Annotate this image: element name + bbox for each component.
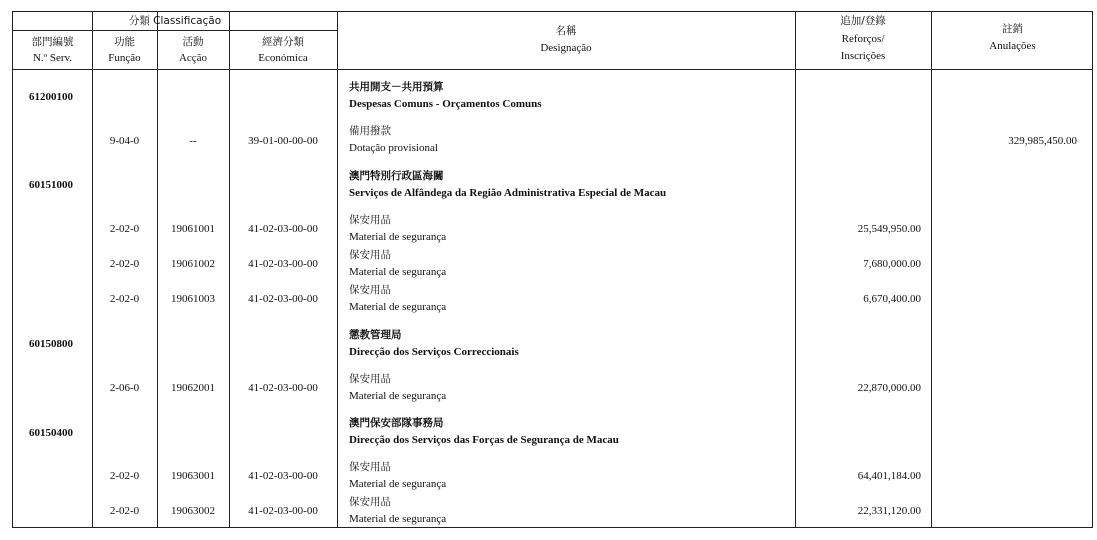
func-code: 2-02-0: [109, 293, 140, 305]
classification-underline: [13, 30, 337, 31]
accao-code: 19063002: [171, 505, 215, 517]
designation-zh: 澳門特別行政區海關: [349, 170, 444, 182]
func-code: 2-02-0: [109, 223, 140, 235]
designation-pt: Despesas Comuns - Orçamentos Comuns: [349, 98, 542, 110]
serv-code: 61200100: [29, 91, 73, 103]
designation-zh: 保安用品: [349, 461, 391, 473]
col-ref-pt2: Inscrições: [840, 50, 886, 62]
designation-zh: 懲教管理局: [349, 329, 402, 341]
designation-zh: 保安用品: [349, 214, 391, 226]
designation-zh: 備用撥款: [349, 125, 391, 137]
accao-code: 19061001: [171, 223, 215, 235]
accao-code: 19063001: [171, 470, 215, 482]
designation-pt: Material de segurança: [349, 301, 447, 313]
serv-code: 60150800: [29, 338, 73, 350]
designation-pt: Dotação provisional: [349, 142, 438, 154]
econ-code: 41-02-03-00-00: [248, 258, 318, 270]
col-accao-zh: 活動: [182, 36, 204, 48]
col-econ-zh: 經濟分類: [262, 36, 304, 48]
econ-code: 41-02-03-00-00: [248, 382, 318, 394]
econ-code: 39-01-00-00-00: [248, 135, 318, 147]
col-func-zh: 功能: [114, 36, 135, 48]
budget-table: [12, 11, 1093, 528]
accao-code: --: [189, 135, 197, 147]
col-func-pt: Função: [108, 52, 141, 64]
designation-zh: 澳門保安部隊事務局: [349, 417, 444, 429]
col-divider: [337, 12, 338, 527]
anulacao-amount: 329,985,450.00: [1008, 135, 1077, 147]
col-econ-pt: Económica: [258, 52, 308, 64]
designation-zh: 保安用品: [349, 249, 391, 261]
accao-code: 19062001: [171, 382, 215, 394]
func-code: 2-02-0: [109, 505, 140, 517]
designation-pt: Serviços de Alfândega da Região Administrativa Especial de Macau: [349, 187, 667, 199]
reforco-amount: 22,331,120.00: [857, 505, 921, 517]
classification-header: 分類 Classificação: [128, 15, 222, 27]
col-anul-zh: 註銷: [1002, 23, 1023, 35]
col-ref-pt1: Reforços/: [841, 33, 885, 45]
accao-code: 19061003: [171, 293, 215, 305]
col-divider: [931, 12, 932, 527]
col-desig-zh: 名稱: [555, 25, 577, 37]
econ-code: 41-02-03-00-00: [248, 293, 318, 305]
accao-code: 19061002: [171, 258, 215, 270]
col-desig-pt: Designação: [540, 42, 592, 54]
serv-code: 60150400: [29, 427, 73, 439]
serv-code: 60151000: [29, 179, 73, 191]
designation-pt: Material de segurança: [349, 266, 447, 278]
econ-code: 41-02-03-00-00: [248, 470, 318, 482]
reforco-amount: 64,401,184.00: [857, 470, 921, 482]
designation-pt: Material de segurança: [349, 390, 447, 402]
designation-pt: Material de segurança: [349, 231, 447, 243]
designation-pt: Material de segurança: [349, 478, 447, 490]
func-code: 9-04-0: [109, 135, 140, 147]
col-serv-zh: 部門編號: [31, 36, 74, 48]
header-bottom-rule: [13, 69, 1092, 70]
designation-zh: 共用開支－共用預算: [349, 81, 444, 93]
col-anul-pt: Anulações: [989, 40, 1036, 52]
reforco-amount: 25,549,950.00: [857, 223, 921, 235]
designation-zh: 保安用品: [349, 496, 391, 508]
econ-code: 41-02-03-00-00: [248, 505, 318, 517]
col-accao-pt: Acção: [178, 52, 208, 64]
func-code: 2-02-0: [109, 470, 140, 482]
reforco-amount: 7,680,000.00: [863, 258, 921, 270]
designation-zh: 保安用品: [349, 373, 391, 385]
func-code: 2-02-0: [109, 258, 140, 270]
reforco-amount: 22,870,000.00: [857, 382, 921, 394]
col-ref-zh: 追加/登錄: [840, 15, 886, 27]
func-code: 2-06-0: [109, 382, 140, 394]
designation-pt: Direcção dos Serviços Correccionais: [349, 346, 519, 358]
econ-code: 41-02-03-00-00: [248, 223, 318, 235]
designation-pt: Direcção dos Serviços das Forças de Segurança de Macau: [349, 434, 619, 446]
designation-pt: Material de segurança: [349, 513, 447, 525]
designation-zh: 保安用品: [349, 284, 391, 296]
col-serv-pt: N.º Serv.: [32, 52, 73, 64]
reforco-amount: 6,670,400.00: [863, 293, 921, 305]
